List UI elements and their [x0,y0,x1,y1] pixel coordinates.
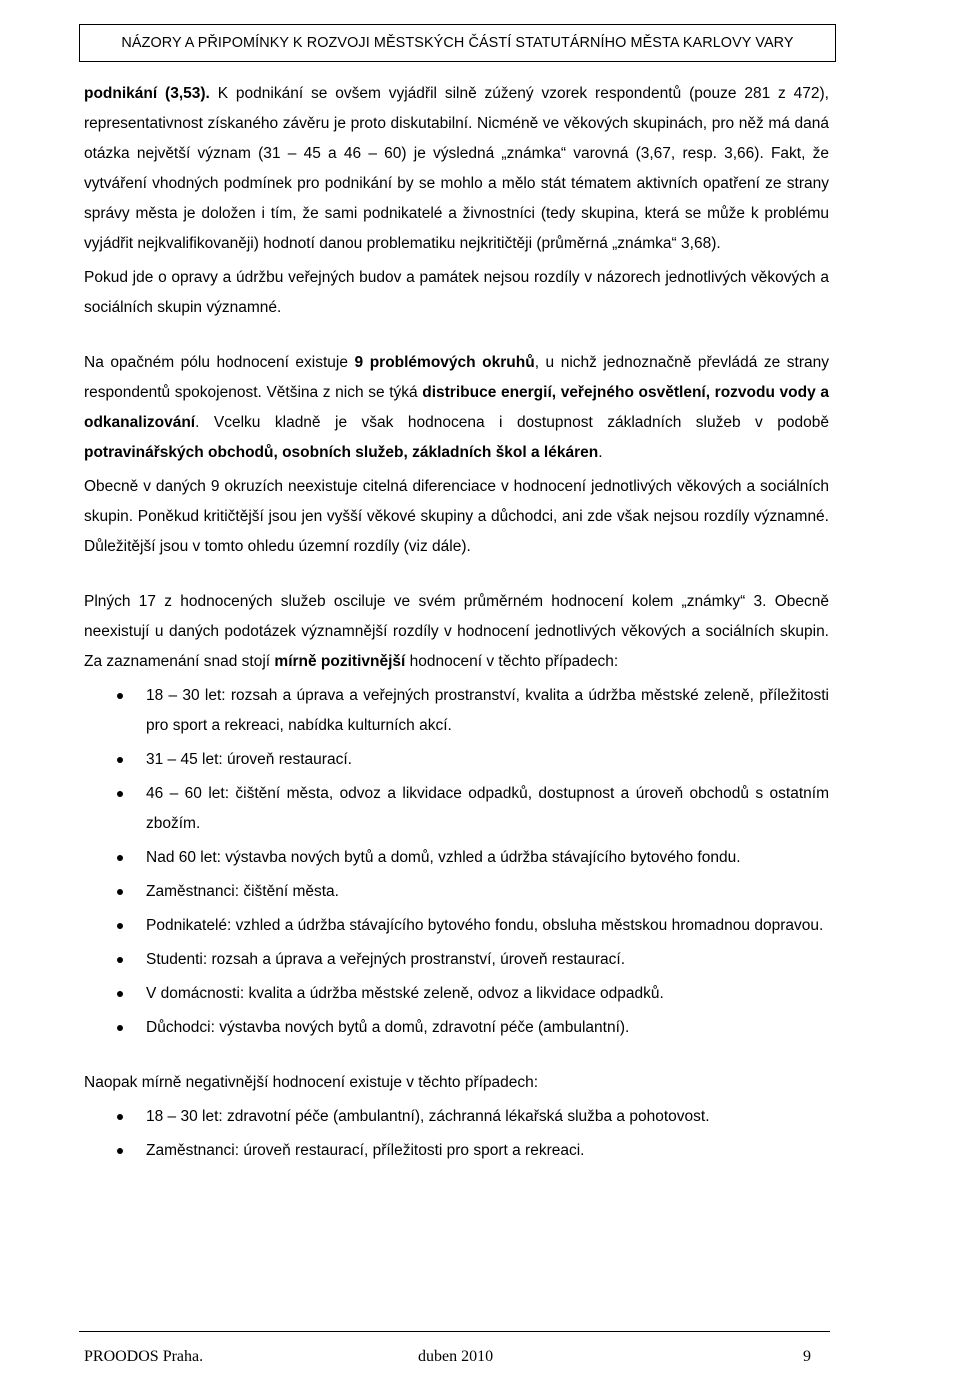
header-title: NÁZORY A PŘIPOMÍNKY K ROZVOJI MĚSTSKÝCH ČÁSTÍ STATUTÁRNÍHO MĚSTA KARLOVY VARY [121,35,794,51]
list-item: 18 – 30 let: rozsah a úprava a veřejných prostranství, kvalita a údržba městské zeleně, příležitosti pro sport a rekreaci, nabídka kulturních akcí. [84,681,829,741]
bold-text: potravinářských obchodů, osobních služeb, základních škol a lékáren [84,444,599,461]
negative-cases-list [84,1102,829,1166]
list-item: Nad 60 let: výstavba nových bytů a domů, vzhled a údržba stávajícího bytového fondu. [84,843,829,873]
page-body [84,79,829,1166]
page-number: 9 [803,1348,811,1365]
bullet-icon [117,1114,123,1120]
paragraph-satisfaction: Na opačném pólu hodnocení existuje 9 problémových okruhů, u nichž jednoznačně převládá ze strany respondentů spokojenost. Většina z nich se týká distribuce energií, veřejného osvětlení, rozvodu vody a odkanalizování. Vcelku kladně je však hodnocena i dostupnost základních služeb v podobě potravinářských obchodů, osobních služeb, základních škol a lékáren. [84,354,829,461]
list-item: Důchodci: výstavba nových bytů a domů, zdravotní péče (ambulantní). [84,1013,829,1043]
footer-divider [79,1331,830,1332]
running-header [79,24,836,62]
paragraph-public-buildings: Pokud jde o opravy a údržbu veřejných budov a památek nejsou rozdíly v názorech jednotlivých věkových a sociálních skupin významné. [84,269,829,316]
bullet-icon [117,923,123,929]
footer-date: duben 2010 [418,1348,494,1365]
list-item: Zaměstnanci: úroveň restaurací, příležitosti pro sport a rekreaci. [84,1136,829,1166]
bold-text: podnikání (3,53). [84,85,210,102]
list-item: 46 – 60 let: čištění města, odvoz a likvidace odpadků, dostupnost a úroveň obchodů s ostatním zbožím. [84,779,829,839]
bullet-icon [117,791,123,797]
list-item: Podnikatelé: vzhled a údržba stávajícího bytového fondu, obsluha městskou hromadnou dopravou. [84,911,829,941]
paragraph-negative-intro: Naopak mírně negativnější hodnocení existuje v těchto případech: [84,1074,539,1091]
positive-cases-list [84,681,829,1043]
paragraph-differentiation: Obecně v daných 9 okruzích neexistuje citelná diferenciace v hodnocení jednotlivých věkových a sociálních skupin. Poněkud kritičtější jsou jen vyšší věkové skupiny a důchodci, ani zde však nejsou rozdíly významné. Důležitější jsou v tomto ohledu územní rozdíly (viz dále). [84,478,829,555]
bullet-icon [117,991,123,997]
bullet-icon [117,855,123,861]
paragraph-business: podnikání (3,53). K podnikání se ovšem vyjádřil silně zúžený vzorek respondentů (pouze 281 z 472), representativnost získaného závěru je proto diskutabilní. Nicméně ve věkových skupinách, pro něž má daná otázka největší význam (31 – 45 a 46 – 60) je výsledná „známka“ varovná (3,67, resp. 3,66). Fakt, že vytváření vhodných podmínek pro podnikání by se mohlo a mělo stát tématem aktivních opatření ze strany správy města je doložen i tím, že sami podnikatelé a živnostníci (tedy skupina, která se může k problému vyjádřit nejkvalifikovaněji) hodnotí danou problematiku nejkritičtěji (průměrná „známka“ 3,68). [84,85,829,252]
bullet-icon [117,757,123,763]
bullet-icon [117,957,123,963]
bullet-icon [117,1025,123,1031]
bold-text: distribuce energií, veřejného osvětlení, rozvodu vody a odkanalizování [84,384,829,431]
list-item: 31 – 45 let: úroveň restaurací. [84,745,829,775]
list-item: Studenti: rozsah a úprava a veřejných prostranství, úroveň restaurací. [84,945,829,975]
list-item: 18 – 30 let: zdravotní péče (ambulantní), záchranná lékařská služba a pohotovost. [84,1102,829,1132]
bullet-icon [117,889,123,895]
list-item: Zaměstnanci: čištění města. [84,877,829,907]
paragraph-seventeen-services: Plných 17 z hodnocených služeb osciluje ve svém průměrném hodnocení kolem „známky“ 3. Obecně neexistují u daných podotázek významnější rozdíly v hodnocení jednotlivých věkových a sociálních skupin. Za zaznamenání snad stojí mírně pozitivnější hodnocení v těchto případech: [84,593,829,670]
bullet-icon [117,1148,123,1154]
bold-text: 9 problémových okruhů [354,354,535,371]
bold-text: mírně pozitivnější [274,653,406,670]
footer-publisher: PROODOS Praha. [84,1348,204,1365]
bullet-icon [117,693,123,699]
list-item: V domácnosti: kvalita a údržba městské zeleně, odvoz a likvidace odpadků. [84,979,829,1009]
